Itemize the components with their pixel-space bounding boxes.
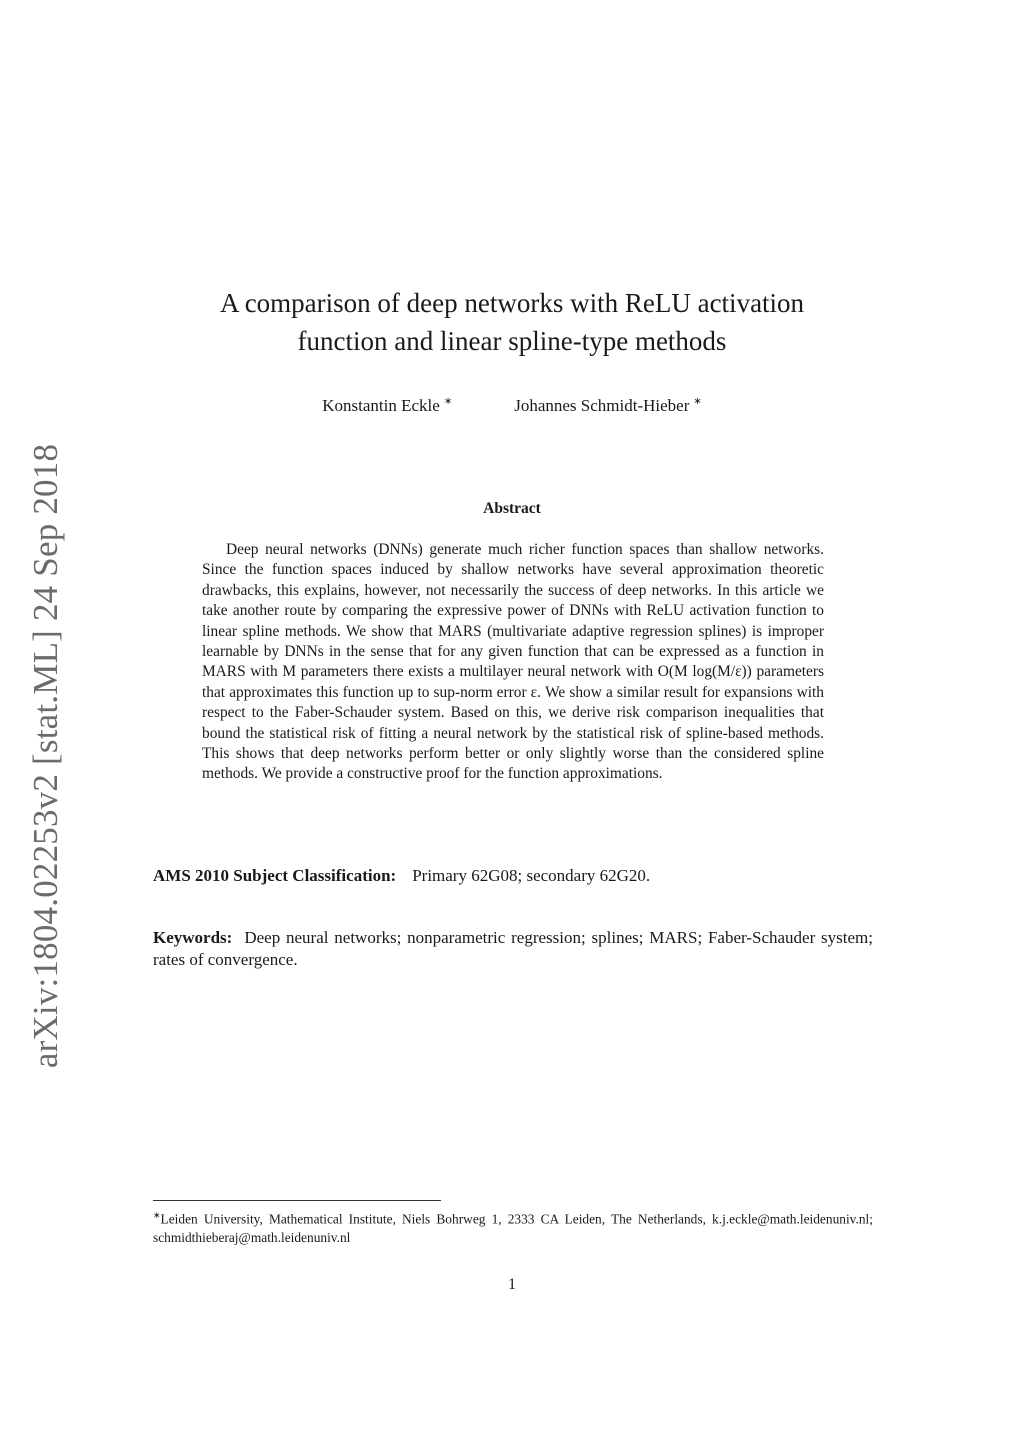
author-footnote-mark: ∗ — [693, 396, 702, 408]
page-number: 1 — [508, 1276, 516, 1293]
footnote-text: Leiden University, Mathematical Institute, Niels Bohrweg 1, 2333 CA Leiden, The Netherlands, k.j.eckle@math.leidenuniv.nl; schmidthieberaj@math.leidenuniv.nl — [153, 1211, 873, 1246]
abstract-text: Deep neural networks (DNNs) generate much richer function spaces than shallow networks. Since the function spaces induced by shallow networks have several approximation theoretic drawbacks, this explains, however, not necessarily the success of deep networks. In this article we take another route by comparing the expressive power of DNNs with ReLU activation function to linear spline methods. We show that MARS (multivariate adaptive regression splines) is improper learnable by DNNs in the sense that for any given function that can be expressed as a function in MARS with M parameters there exists a multilayer neural network with O(M log(M/ε)) parameters that approximates this function up to sup-norm error ε. We show a similar result for expansions with respect to the Faber-Schauder system. Based on this, we derive risk comparison inequalities that bound the statistical risk of fitting a neural network by the statistical risk of spline-based methods. This shows that deep networks perform better or only slightly worse than the considered spline methods. We provide a constructive proof for the function approximations. — [202, 541, 824, 783]
paper-title — [150, 284, 874, 360]
affiliation-footnote — [153, 1206, 873, 1247]
title-line: A comparison of deep networks with ReLU activation — [219, 288, 805, 318]
author-name: Johannes Schmidt-Hieber — [514, 396, 690, 415]
author — [322, 396, 452, 416]
ams-classification — [153, 866, 873, 886]
keywords-label: Keywords: — [153, 928, 233, 947]
footnote-mark: ∗ — [153, 1210, 161, 1220]
abstract-heading: Abstract — [483, 500, 541, 517]
author-footnote-mark: ∗ — [443, 396, 453, 408]
footnote-rule — [153, 1200, 441, 1201]
author-list — [150, 396, 874, 416]
keywords — [153, 927, 873, 971]
ams-value: Primary 62G08; secondary 62G20. — [412, 866, 651, 885]
arxiv-side-stamp: arXiv:1804.02253v2 [stat.ML] 24 Sep 2018 — [26, 443, 65, 1069]
author — [514, 396, 702, 416]
keywords-value: Deep neural networks; nonparametric regression; splines; MARS; Faber-Schauder system; rates of convergence. — [153, 928, 873, 969]
title-line: function and linear spline-type methods — [297, 326, 727, 356]
ams-label: AMS 2010 Subject Classification: — [153, 866, 397, 885]
author-name: Konstantin Eckle — [322, 396, 440, 415]
